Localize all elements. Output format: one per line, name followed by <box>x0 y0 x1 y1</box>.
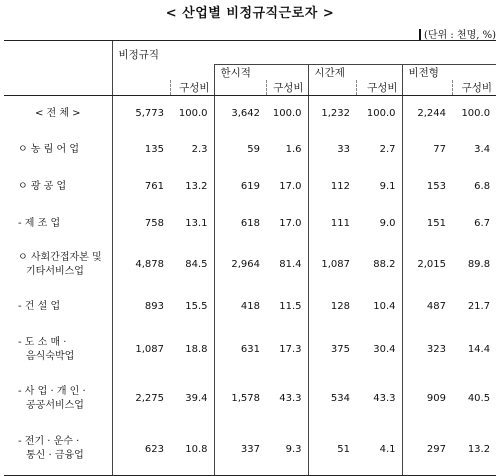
corner-cell <box>4 41 112 65</box>
row-label <box>4 326 112 374</box>
share-cell: 30.4 <box>373 344 396 355</box>
table-row <box>4 132 496 168</box>
share-cell: 17.3 <box>279 344 302 355</box>
row-label-line2: 공공서비스업 <box>26 399 84 411</box>
count-cell: 1,087 <box>112 326 170 374</box>
share-cell: 1.6 <box>285 144 302 155</box>
share-cell: 43.3 <box>279 393 302 404</box>
page-title: < 산업별 비정규직근로자 > <box>165 6 335 21</box>
count-cell: 623 <box>112 424 170 476</box>
count-cell: 534 <box>308 374 356 424</box>
count-cell: 2,964 <box>214 242 266 288</box>
row-label <box>4 374 112 424</box>
row-label-line1: - 건 설 업 <box>18 300 61 312</box>
unit-note <box>419 26 496 41</box>
unit-text: (단위 : 천명, %) <box>423 30 496 41</box>
count-cell: 631 <box>214 326 266 374</box>
row-label-line1: - 전기 · 운수 · <box>18 436 80 448</box>
share-cell: 6.8 <box>474 181 491 192</box>
share-cell: 9.3 <box>266 424 308 476</box>
share-cell: 17.0 <box>279 218 302 229</box>
share-cell: 13.2 <box>452 424 496 476</box>
row-label-line1: ㅇ 사회간접자본 및 <box>18 251 102 263</box>
count-cell: 375 <box>308 326 356 374</box>
count-cell: 619 <box>214 168 266 206</box>
share-cell: 9.0 <box>379 218 396 229</box>
share-cell: 10.4 <box>373 301 396 312</box>
count-cell: 2,244 <box>402 96 452 132</box>
unit-bar <box>419 29 421 40</box>
count-cell: 337 <box>214 424 266 476</box>
count-cell: 418 <box>214 288 266 326</box>
row-label-line1: ㅇ 농 림 어 업 <box>18 143 80 155</box>
header-share: 구성비 <box>170 80 214 96</box>
count-cell: 77 <box>402 132 452 168</box>
count-cell: 761 <box>112 168 170 206</box>
row-label-line1: - 도 소 매 · <box>18 336 67 348</box>
row-label-line1: - 사 업 · 개 인 · <box>18 385 86 397</box>
count-cell: 151 <box>402 206 452 242</box>
count-cell: 5,773 <box>112 96 170 132</box>
header-parttime: 시간제 <box>308 65 402 81</box>
count-cell: 1,232 <box>308 96 356 132</box>
count-cell: 51 <box>308 424 356 476</box>
share-cell: 18.8 <box>185 344 208 355</box>
row-label <box>4 96 112 132</box>
count-cell: 297 <box>402 424 452 476</box>
share-cell: 100.0 <box>461 108 491 120</box>
row-label <box>4 206 112 242</box>
share-cell: 81.4 <box>279 259 302 270</box>
share-cell: 100.0 <box>272 108 302 120</box>
count-cell: 4,878 <box>112 242 170 288</box>
header-share: 구성비 <box>452 80 496 96</box>
row-label <box>4 242 112 288</box>
header-share: 구성비 <box>356 80 402 96</box>
share-cell: 100.0 <box>366 108 396 120</box>
count-cell: 487 <box>402 288 452 326</box>
header-share: 구성비 <box>266 80 308 96</box>
count-cell: 112 <box>308 168 356 206</box>
share-cell: 21.7 <box>467 301 491 312</box>
count-cell: 618 <box>214 206 266 242</box>
count-cell: 1,578 <box>214 374 266 424</box>
table-row <box>4 96 496 132</box>
row-label-line2: 음식숙박업 <box>26 350 75 362</box>
row-label-line1: < 전 체 > <box>34 107 81 119</box>
count-cell: 128 <box>308 288 356 326</box>
table-row <box>4 326 496 374</box>
share-cell: 100.0 <box>178 108 208 120</box>
count-cell: 3,642 <box>214 96 266 132</box>
table-row <box>4 206 496 242</box>
share-cell: 4.1 <box>356 424 402 476</box>
share-cell: 39.4 <box>185 393 208 404</box>
header-nonregular: 비정규직 <box>112 41 496 65</box>
share-cell: 13.1 <box>185 218 208 229</box>
share-cell: 11.5 <box>279 301 302 312</box>
count-cell: 59 <box>214 132 266 168</box>
count-cell: 2,275 <box>112 374 170 424</box>
share-cell: 43.3 <box>373 393 396 404</box>
count-cell: 758 <box>112 206 170 242</box>
count-cell: 153 <box>402 168 452 206</box>
share-cell: 10.8 <box>170 424 214 476</box>
share-cell: 3.4 <box>474 144 491 155</box>
row-label <box>4 168 112 206</box>
count-cell: 111 <box>308 206 356 242</box>
share-cell: 89.8 <box>467 259 491 270</box>
share-cell: 40.5 <box>467 393 491 404</box>
row-label-line2: 통신 · 금융업 <box>26 450 84 462</box>
row-label <box>4 132 112 168</box>
count-cell: 135 <box>112 132 170 168</box>
share-cell: 88.2 <box>373 259 396 270</box>
share-cell: 14.4 <box>467 344 491 355</box>
share-cell: 15.5 <box>185 301 208 312</box>
count-cell: 1,087 <box>308 242 356 288</box>
share-cell: 84.5 <box>185 259 208 270</box>
table-row <box>4 374 496 424</box>
row-label <box>4 288 112 326</box>
stats-table <box>4 40 496 476</box>
header-atypical: 비전형 <box>402 65 496 81</box>
count-cell: 909 <box>402 374 452 424</box>
row-label-line2: 기타서비스업 <box>26 265 84 277</box>
share-cell: 17.0 <box>279 181 302 192</box>
header-temporary: 한시적 <box>214 65 308 81</box>
share-cell: 2.3 <box>191 144 208 155</box>
row-label <box>4 424 112 476</box>
count-cell: 33 <box>308 132 356 168</box>
row-label-line1: ㅇ 광 공 업 <box>18 180 67 192</box>
share-cell: 2.7 <box>379 144 396 155</box>
table-row <box>4 242 496 288</box>
share-cell: 6.7 <box>474 218 491 229</box>
share-cell: 13.2 <box>185 181 208 192</box>
count-cell: 323 <box>402 326 452 374</box>
table-row <box>4 424 496 476</box>
table-row <box>4 168 496 206</box>
share-cell: 9.1 <box>379 181 396 192</box>
row-label-line1: - 제 조 업 <box>18 217 61 229</box>
count-cell: 893 <box>112 288 170 326</box>
table-row <box>4 288 496 326</box>
count-cell: 2,015 <box>402 242 452 288</box>
